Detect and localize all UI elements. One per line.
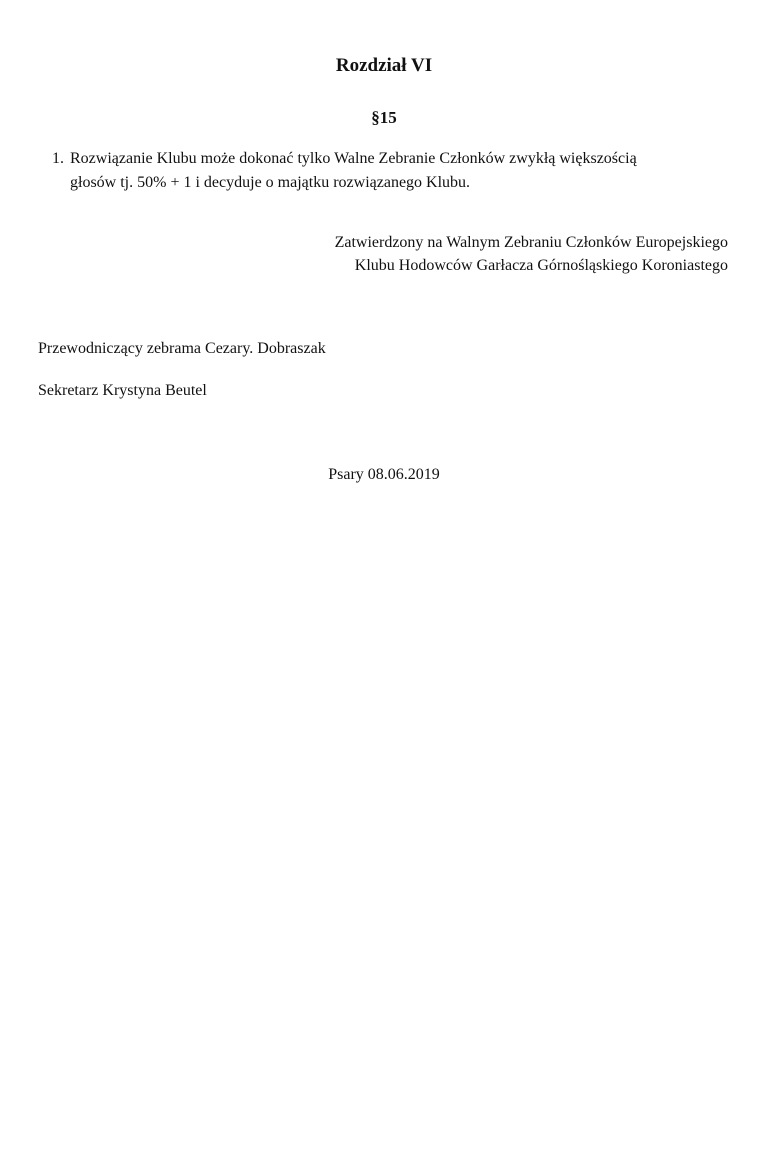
section-mark: §15 — [371, 108, 397, 127]
chairman-signature-line: Przewodniczący zebrama Cezary. Dobraszak — [38, 340, 326, 357]
clause-line-1: Rozwiązanie Klubu może dokonać tylko Walne Zebranie Członków zwykłą większością — [70, 150, 637, 167]
secretary-signature-line: Sekretarz Krystyna Beutel — [38, 382, 207, 399]
place-and-date: Psary 08.06.2019 — [328, 466, 440, 483]
approval-line-2: Klubu Hodowców Garłacza Górnośląskiego Koroniastego — [354, 257, 728, 274]
clause-number: 1. — [52, 150, 64, 167]
clause-paragraph — [52, 147, 742, 195]
approval-note — [335, 231, 728, 277]
clause-line-2: głosów tj. 50% + 1 i decyduje o majątku rozwiązanego Klubu. — [70, 174, 471, 191]
approval-line-1: Zatwierdzony na Walnym Zebraniu Członków Europejskiego — [334, 234, 728, 251]
chapter-title: Rozdział VI — [335, 55, 433, 76]
